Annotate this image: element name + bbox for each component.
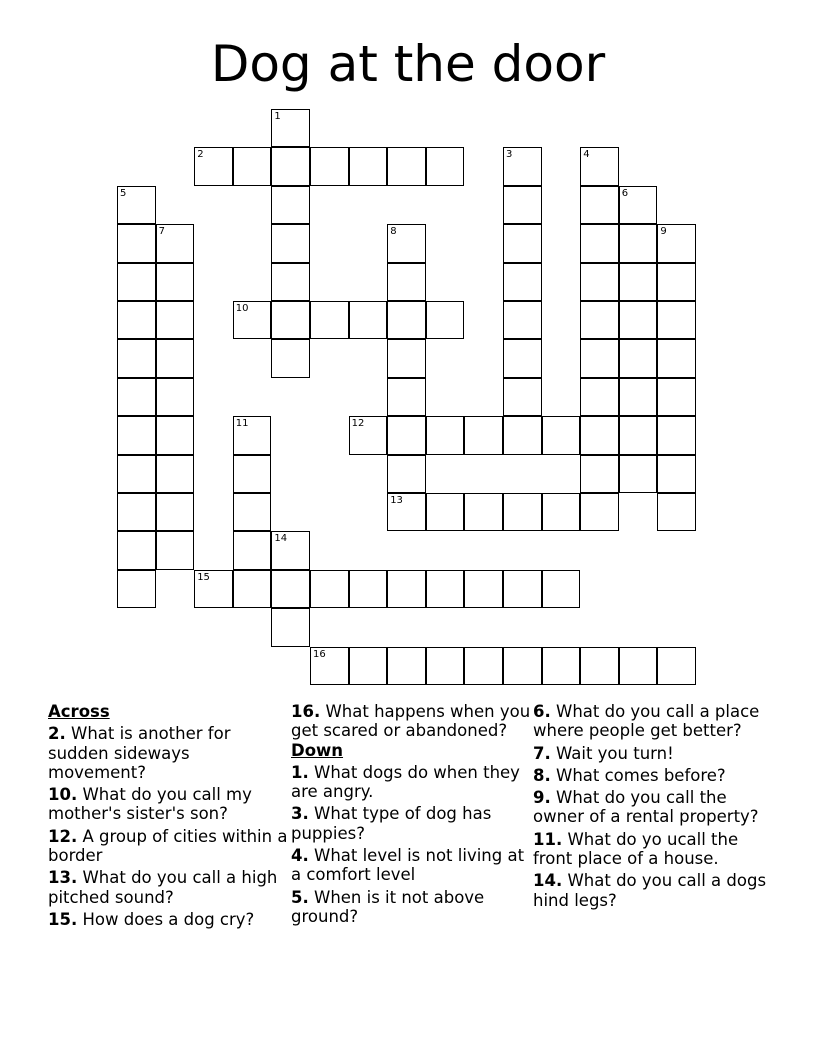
- grid-cell[interactable]: [580, 378, 619, 416]
- grid-cell[interactable]: [619, 301, 658, 339]
- grid-cell[interactable]: [156, 301, 195, 339]
- clues-column-2: [291, 702, 531, 926]
- grid-cell[interactable]: [387, 339, 426, 377]
- grid-cell[interactable]: [657, 378, 696, 416]
- grid-cell[interactable]: [503, 186, 542, 224]
- clue-number: 13: [390, 495, 403, 506]
- grid-cell[interactable]: [310, 301, 349, 339]
- across-clue-16: 16. What happens when you get scared or abandoned?: [291, 702, 531, 741]
- down-clue-8: 8. What comes before?: [533, 765, 726, 785]
- grid-cell[interactable]: [503, 263, 542, 301]
- grid-cell[interactable]: [657, 455, 696, 493]
- grid-cell[interactable]: [657, 301, 696, 339]
- grid-cell[interactable]: [542, 493, 581, 531]
- grid-cell[interactable]: [387, 301, 426, 339]
- down-clue-11: 11. What do yo ucall the front place of a house.: [533, 829, 739, 869]
- grid-cell[interactable]: [657, 416, 696, 454]
- grid-cell[interactable]: [233, 416, 272, 454]
- clues-column-1: [48, 702, 288, 929]
- grid-cell[interactable]: [194, 147, 233, 185]
- grid-cell[interactable]: [503, 147, 542, 185]
- clue-number: 8: [390, 226, 397, 238]
- grid-cell[interactable]: [117, 339, 156, 377]
- grid-cell[interactable]: [156, 263, 195, 301]
- grid-cell[interactable]: [349, 301, 388, 339]
- across-clue-12: 12. A group of cities within a border: [48, 826, 288, 866]
- grid-cell[interactable]: [657, 224, 696, 262]
- grid-cell[interactable]: [233, 455, 272, 493]
- grid-cell[interactable]: [387, 493, 426, 531]
- grid-cell[interactable]: [619, 224, 658, 262]
- grid-cell[interactable]: [387, 147, 426, 185]
- clue-number: 6: [621, 187, 629, 199]
- grid-cell[interactable]: [426, 416, 465, 454]
- grid-cell[interactable]: [233, 493, 272, 531]
- grid-cell[interactable]: [349, 647, 388, 685]
- clue-number: 4: [583, 149, 590, 161]
- grid-cell[interactable]: [156, 455, 195, 493]
- grid-cell[interactable]: [580, 493, 619, 531]
- grid-cell[interactable]: [271, 301, 310, 339]
- grid-cell[interactable]: [233, 301, 272, 339]
- grid-cell[interactable]: [580, 301, 619, 339]
- grid-cell[interactable]: [156, 416, 195, 454]
- grid-cell[interactable]: [271, 608, 310, 646]
- grid-cell[interactable]: [156, 378, 195, 416]
- grid-cell[interactable]: [349, 416, 388, 454]
- grid-cell[interactable]: [580, 147, 619, 185]
- grid-cell[interactable]: [619, 339, 658, 377]
- grid-cell[interactable]: [503, 647, 542, 685]
- clue-number: 16: [313, 648, 326, 660]
- across-clue-15: 15. How does a dog cry?: [48, 909, 255, 929]
- grid-cell[interactable]: [387, 570, 426, 608]
- grid-cell[interactable]: [503, 493, 542, 531]
- down-heading: Down: [291, 740, 344, 760]
- puzzle-title: Dog at the door: [210, 35, 606, 93]
- grid-cell[interactable]: [117, 263, 156, 301]
- grid-cell[interactable]: [503, 339, 542, 377]
- grid-cell[interactable]: [349, 147, 388, 185]
- grid-cell[interactable]: [117, 570, 156, 608]
- grid-cell[interactable]: [580, 186, 619, 224]
- grid-cell[interactable]: [580, 224, 619, 262]
- grid-cell[interactable]: [387, 455, 426, 493]
- grid-cell[interactable]: [387, 416, 426, 454]
- grid-cell[interactable]: [310, 147, 349, 185]
- grid-cell[interactable]: [426, 493, 465, 531]
- grid-cell[interactable]: [310, 570, 349, 608]
- grid-cell[interactable]: [233, 531, 272, 569]
- grid-cell[interactable]: [426, 570, 465, 608]
- grid-cell[interactable]: [619, 416, 658, 454]
- grid-cell[interactable]: [387, 647, 426, 685]
- grid-cell[interactable]: [503, 416, 542, 454]
- grid-cell[interactable]: [619, 647, 658, 685]
- clue-number: 12: [351, 418, 365, 430]
- grid-cell[interactable]: [271, 339, 310, 377]
- grid-cell[interactable]: [271, 186, 310, 224]
- grid-cell[interactable]: [117, 416, 156, 454]
- grid-cell[interactable]: [619, 378, 658, 416]
- grid-cell[interactable]: [271, 263, 310, 301]
- clue-number: 5: [120, 187, 127, 199]
- grid-cell[interactable]: [156, 339, 195, 377]
- grid-cell[interactable]: [117, 224, 156, 262]
- grid-cell[interactable]: [233, 570, 272, 608]
- grid-cell[interactable]: [387, 263, 426, 301]
- grid-cell[interactable]: [117, 455, 156, 493]
- across-clue-13: 13. What do you call a high pitched sound?: [48, 868, 278, 907]
- grid-cell[interactable]: [464, 570, 503, 608]
- clue-number: 7: [158, 226, 165, 238]
- grid-cell[interactable]: [580, 416, 619, 454]
- down-clue-7: 7. Wait you turn!: [533, 743, 674, 763]
- grid-cell[interactable]: [271, 147, 310, 185]
- grid-cell[interactable]: [349, 570, 388, 608]
- clues-column-3: [533, 702, 773, 910]
- grid-cell[interactable]: [542, 416, 581, 454]
- grid-cell[interactable]: [426, 301, 465, 339]
- grid-cell[interactable]: [387, 224, 426, 262]
- grid-cell[interactable]: [271, 570, 310, 608]
- across-heading: Across: [48, 702, 110, 721]
- across-clue-2: 2. What is another for sudden sideways movement?: [48, 724, 231, 782]
- down-clue-4: 4. What level is not living at a comfort level: [291, 846, 525, 885]
- clue-number: 1: [274, 111, 281, 122]
- grid-cell[interactable]: [117, 378, 156, 416]
- grid-cell[interactable]: [117, 186, 156, 224]
- grid-cell[interactable]: [542, 570, 581, 608]
- grid-cell[interactable]: [619, 186, 658, 224]
- down-clue-3: 3. What type of dog has puppies?: [291, 804, 492, 843]
- clue-number: 10: [235, 303, 249, 314]
- grid-cell[interactable]: [233, 147, 272, 185]
- grid-cell[interactable]: [387, 378, 426, 416]
- clue-number: 2: [197, 149, 204, 161]
- grid-cell[interactable]: [657, 339, 696, 377]
- grid-cell[interactable]: [619, 455, 658, 493]
- grid-cell[interactable]: [426, 647, 465, 685]
- grid-cell[interactable]: [503, 224, 542, 262]
- grid-cell[interactable]: [156, 531, 195, 569]
- grid-cell[interactable]: [310, 647, 349, 685]
- grid-cell[interactable]: [503, 570, 542, 608]
- grid-cell[interactable]: [657, 647, 696, 685]
- grid-cell[interactable]: [271, 224, 310, 262]
- grid-cell[interactable]: [464, 416, 503, 454]
- grid-cell[interactable]: [156, 493, 195, 531]
- grid-cell[interactable]: [194, 570, 233, 608]
- down-clue-9: 9. What do you call the owner of a rental property?: [533, 788, 759, 827]
- grid-cell[interactable]: [117, 493, 156, 531]
- grid-cell[interactable]: [657, 493, 696, 531]
- clue-number: 9: [660, 226, 667, 238]
- down-clue-5: 5. When is it not above ground?: [291, 887, 485, 926]
- clue-number: 3: [506, 149, 513, 161]
- down-clue-6: 6. What do you call a place where people get better?: [533, 702, 760, 741]
- grid-cell[interactable]: [156, 224, 195, 262]
- grid-cell[interactable]: [464, 647, 503, 685]
- down-clue-14: 14. What do you call a dogs hind legs?: [533, 871, 767, 910]
- grid-cell[interactable]: [580, 339, 619, 377]
- grid-cell[interactable]: [580, 455, 619, 493]
- grid-cell[interactable]: [503, 301, 542, 339]
- across-clue-10: 10. What do you call my mother's sister's son?: [48, 785, 252, 824]
- grid-cell[interactable]: [657, 263, 696, 301]
- clue-number: 14: [274, 533, 288, 545]
- grid-cell[interactable]: [271, 109, 310, 147]
- grid-cell[interactable]: [619, 263, 658, 301]
- grid-cell[interactable]: [426, 147, 465, 185]
- clue-number: 15: [197, 571, 210, 583]
- grid-cell[interactable]: [503, 378, 542, 416]
- grid-cell[interactable]: [580, 263, 619, 301]
- grid-cell[interactable]: [580, 647, 619, 685]
- down-clue-1: 1. What dogs do when they are angry.: [291, 762, 520, 802]
- grid-cell[interactable]: [117, 301, 156, 339]
- grid-cell[interactable]: [542, 647, 581, 685]
- grid-cell[interactable]: [464, 493, 503, 531]
- grid-cell[interactable]: [271, 531, 310, 569]
- grid-cell[interactable]: [117, 531, 156, 569]
- clue-number: 11: [235, 418, 249, 430]
